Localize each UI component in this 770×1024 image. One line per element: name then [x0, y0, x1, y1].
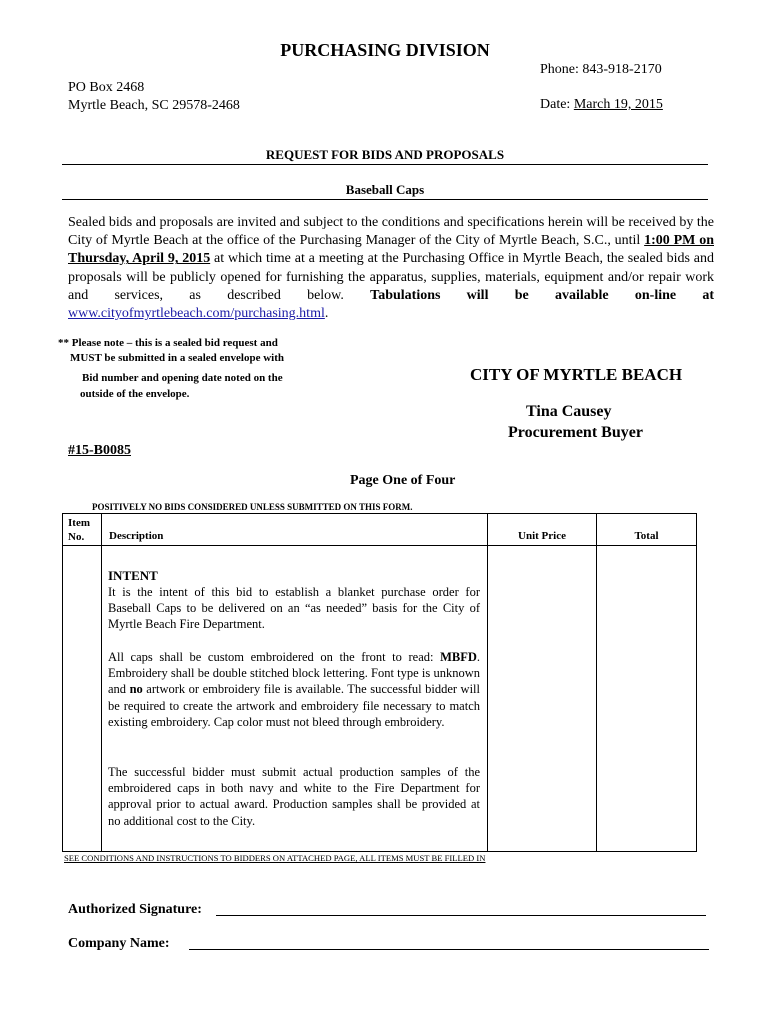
- header-description-label: Description: [109, 530, 164, 542]
- header-unit-price: [487, 513, 597, 546]
- embroidery-text-c: artwork or embroidery file is available. The successful bidder will be required to create the artwork and embroidery file necessary to match existing embroidery. Cap color must not bleed through embroidery.: [108, 682, 480, 729]
- page-title: PURCHASING DIVISION: [280, 40, 490, 60]
- cell-unit-price: [487, 545, 597, 852]
- page-indicator: Page One of Four: [350, 473, 456, 488]
- form-warning: POSITIVELY NO BIDS CONSIDERED UNLESS SUBMITTED ON THIS FORM.: [92, 502, 413, 512]
- section-title: REQUEST FOR BIDS AND PROPOSALS: [265, 147, 505, 162]
- address-line-2: Myrtle Beach, SC 29578-2468: [68, 98, 240, 113]
- header-item-no: [62, 513, 102, 546]
- header-unit-price-label: Unit Price: [518, 530, 566, 542]
- date-value: March 19, 2015: [573, 97, 663, 112]
- buyer-name: Tina Causey: [526, 403, 612, 420]
- header-no-label: No.: [68, 531, 85, 543]
- address-line-1: PO Box 2468: [68, 80, 145, 95]
- samples-paragraph: The successful bidder must submit actual production samples of the embroidered caps in both navy and white to the Fire Department for approval prior to actual award. Production samples shall be provided at no additional cost to the City.: [108, 765, 480, 828]
- embroidery-paragraph: [108, 649, 480, 730]
- phone-number: Phone: 843-918-2170: [540, 62, 662, 77]
- bid-number: #15-B0085: [68, 443, 131, 458]
- company-name-line[interactable]: [189, 949, 709, 950]
- intro-paragraph: [68, 214, 714, 323]
- intent-heading: INTENT: [108, 568, 158, 583]
- header-description: [101, 513, 488, 546]
- bid-subject: Baseball Caps: [345, 182, 425, 197]
- header-total-label: Total: [634, 530, 659, 542]
- header-item-label: Item: [68, 517, 90, 529]
- intro-part-2: at which time at a meeting at the Purchasing Office in Myrtle Beach, the sealed bids and proposals will be publicly opened for furnishing the apparatus, supplies, materials, equipment and/or repair work and services, as described below.: [68, 251, 714, 303]
- intro-part-1: Sealed bids and proposals are invited and subject to the conditions and specifications herein will be received by the City of Myrtle Beach at the office of the Purchasing Manager of the City of Myrtle Beach, S.C., until: [68, 215, 714, 249]
- note-line-1: ** Please note – this is a sealed bid request and: [58, 337, 278, 349]
- signature-label: Authorized Signature:: [68, 902, 202, 917]
- embroidery-no: no: [129, 682, 143, 697]
- embroidery-text-a: All caps shall be custom embroidered on the front to read:: [108, 650, 441, 664]
- bid-subject-rule: [62, 199, 708, 200]
- header-total: [596, 513, 697, 546]
- purchasing-link[interactable]: www.cityofmyrtlebeach.com/purchasing.html: [68, 306, 325, 322]
- intro-end: .: [324, 306, 329, 322]
- tabulations-notice: Tabulations will be available on-line at: [370, 287, 714, 303]
- cell-item-no: [62, 545, 102, 852]
- embroidery-mbfd: MBFD: [440, 650, 477, 664]
- mailing-address: [68, 79, 240, 115]
- date-label: Date:: [540, 97, 571, 112]
- buyer-title: Procurement Buyer: [508, 424, 643, 441]
- opening-deadline: 1:00 PM on Thursday, April 9, 2015: [68, 233, 714, 267]
- note-line-2: MUST be submitted in a sealed envelope with: [70, 352, 285, 364]
- company-name-label: Company Name:: [68, 936, 170, 951]
- note-line-3: Bid number and opening date noted on the: [82, 372, 283, 384]
- signature-line[interactable]: [216, 915, 706, 916]
- embroidery-text-b: . Embroidery shall be double stitched block lettering. Font type is unknown and: [108, 650, 480, 697]
- footer-instructions: SEE CONDITIONS AND INSTRUCTIONS TO BIDDERS ON ATTACHED PAGE, ALL ITEMS MUST BE FILLED IN: [64, 853, 486, 863]
- section-title-rule: [62, 164, 708, 165]
- intent-paragraph: It is the intent of this bid to establish a blanket purchase order for Baseball Caps to be delivered on an “as needed” basis for the City of Myrtle Beach Fire Department.: [108, 585, 480, 632]
- date-block: [540, 97, 663, 113]
- city-name: CITY OF MYRTLE BEACH: [470, 365, 683, 384]
- note-line-4: outside of the envelope.: [80, 388, 190, 400]
- cell-total: [596, 545, 697, 852]
